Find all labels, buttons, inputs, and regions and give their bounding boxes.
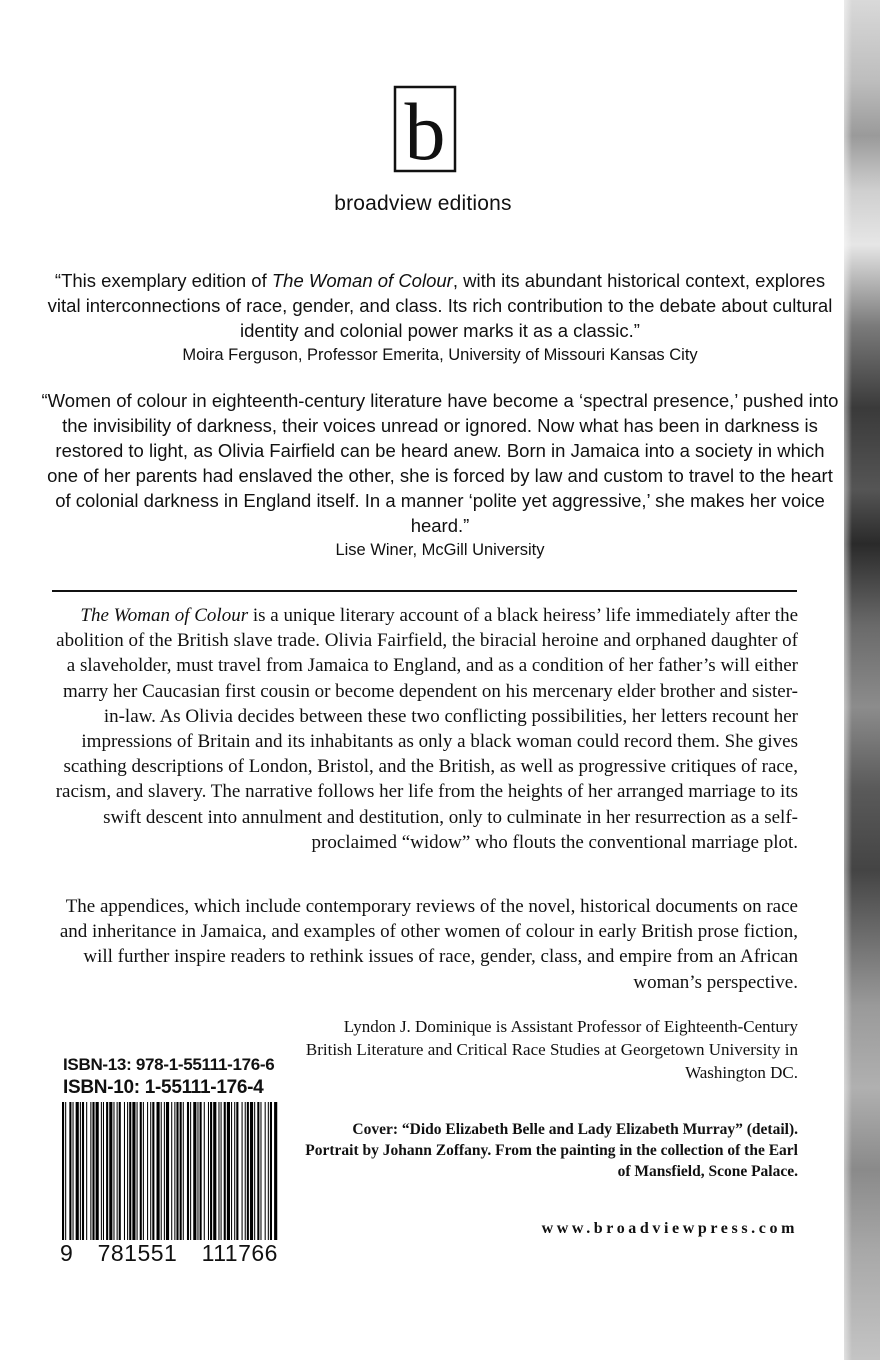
- barcode-bar: [197, 1102, 198, 1240]
- logo-letter: b: [404, 86, 446, 174]
- barcode-bar: [257, 1102, 259, 1240]
- barcode-bar: [124, 1102, 125, 1240]
- barcode-bar: [270, 1102, 272, 1240]
- barcode-bar: [73, 1102, 74, 1240]
- barcode-bar: [69, 1102, 71, 1240]
- barcode-bar: [242, 1102, 243, 1240]
- barcode-bar: [208, 1102, 209, 1240]
- barcode-bar: [236, 1102, 238, 1240]
- barcode-bar: [62, 1102, 64, 1240]
- barcode-bar: [247, 1102, 249, 1240]
- barcode-bar: [80, 1102, 81, 1240]
- book-title: The Woman of Colour: [80, 605, 249, 626]
- barcode-bar: [96, 1102, 99, 1240]
- barcode-bar: [137, 1102, 138, 1240]
- quote-text-start: “This exemplary edition of: [54, 270, 272, 291]
- barcode-bar: [254, 1102, 255, 1240]
- barcode-bar: [86, 1102, 87, 1240]
- barcode-bar: [157, 1102, 160, 1240]
- barcode-bar: [103, 1102, 104, 1240]
- barcode-digits-left: 781551: [97, 1240, 178, 1266]
- barcode-bar: [117, 1102, 118, 1240]
- barcode-bar: [221, 1102, 222, 1240]
- barcode-bar: [200, 1102, 202, 1240]
- barcode-bar: [183, 1102, 184, 1240]
- section-divider: [52, 590, 797, 592]
- quote-ferguson: [40, 268, 840, 368]
- barcode-bar: [204, 1102, 205, 1240]
- barcode-bar: [147, 1102, 148, 1240]
- quote-text: “Women of colour in eighteenth-century literature have become a ‘spectral presence,’ pushed into the invisibility of darkness, their voices unread or ignored. Now what has been in darkness is restored to light, as Olivia Fairfield can be heard anew. Born in Jamaica into a society in which one of her parents had enslaved the other, she is forced by law and custom to travel to the heart of colonial darkness in England itself. In a manner ‘polite yet aggressive,’ she makes her voice heard.”: [41, 390, 839, 536]
- barcode-bar: [132, 1102, 135, 1240]
- barcode-bar: [82, 1102, 84, 1240]
- description-paragraph-2: The appendices, which include contemporary reviews of the novel, historical documents on race and inheritance in Jamaica, and examples of other women of colour in early British prose fiction, will further inspire readers to rethink issues of race, gender, class, and empire from an African woman’s perspective.: [59, 896, 798, 993]
- quote-attribution: Moira Ferguson, Professor Emerita, University of Missouri Kansas City: [182, 346, 698, 364]
- barcode-bar: [129, 1102, 131, 1240]
- author-bio: Lyndon J. Dominique is Assistant Professor of Eighteenth-Century British Literature and Critical Race Studies at Georgetown University in Washington DC.: [305, 1017, 798, 1082]
- barcode-bar: [164, 1102, 165, 1240]
- isbn-10: ISBN-10: 1-55111-176-4: [63, 1077, 264, 1098]
- barcode-bar: [224, 1102, 226, 1240]
- barcode-bar: [171, 1102, 172, 1240]
- description-text: is a unique literary account of a black heiress’ life immediately after the abolition of the British slave trade. Olivia Fairfield, the biracial heroine and orphaned daughter of a slaveholder, must travel from Jamaica to England, and as a condition of her father’s will either marry her Caucasian first cousin or become dependent on his mercenary elder brother and sister-in-law. As Olivia decides between these two conflicting possibilities, her letters recount her impressions of Britain and its inhabitants as only a black woman could record them. She gives scathing descriptions of London, Bristol, and the British, as well as progressive critiques of race, racism, and slavery. The narrative follows her life from the heights of her arranged marriage to its swift descent into annulment and destitution, only to culminate in her resurrection as a self-proclaimed “widow” who flouts the conventional marriage plot.: [55, 605, 798, 853]
- barcode-bar: [76, 1102, 79, 1240]
- barcode-bar: [231, 1102, 232, 1240]
- barcode-bar: [106, 1102, 108, 1240]
- barcode-bar: [109, 1102, 112, 1240]
- quote-winer: [40, 388, 840, 563]
- barcode-bar: [127, 1102, 128, 1240]
- barcode-bar: [210, 1102, 212, 1240]
- barcode-bar: [140, 1102, 142, 1240]
- barcode-bar: [176, 1102, 178, 1240]
- barcode-digit-prefix: 9: [60, 1240, 74, 1266]
- quote-book-title: The Woman of Colour: [271, 270, 453, 291]
- description-paragraph-1: [52, 603, 798, 855]
- barcode-bar: [187, 1102, 189, 1240]
- barcode-bar: [213, 1102, 216, 1240]
- barcode-bar: [113, 1102, 114, 1240]
- barcode-bar: [92, 1102, 94, 1240]
- barcode-bar: [274, 1102, 277, 1240]
- barcode-bar: [166, 1102, 169, 1240]
- barcode-digits-right: 111766: [201, 1240, 278, 1266]
- barcode-bar: [152, 1102, 154, 1240]
- barcode-bar: [143, 1102, 144, 1240]
- barcode-bar: [180, 1102, 182, 1240]
- barcode-bar: [65, 1102, 66, 1240]
- barcode-bar: [193, 1102, 196, 1240]
- barcode-bar: [245, 1102, 246, 1240]
- barcode-bar: [260, 1102, 261, 1240]
- barcode-bar: [190, 1102, 191, 1240]
- barcode-bar: [101, 1102, 102, 1240]
- barcode-bar: [174, 1102, 175, 1240]
- barcode-digits: [60, 1240, 278, 1267]
- barcode-bar: [119, 1102, 121, 1240]
- barcode: [60, 1102, 278, 1240]
- barcode-bar: [265, 1102, 266, 1240]
- barcode-bar: [218, 1102, 219, 1240]
- cover-credit: Cover: “Dido Elizabeth Belle and Lady Elizabeth Murray” (detail). Portrait by Johann Zoffany. From the painting in the collection of the Earl of Mansfield, Scone Palace.: [305, 1121, 798, 1180]
- barcode-bar: [250, 1102, 253, 1240]
- barcode-bar: [227, 1102, 230, 1240]
- quote-text-end: , with its abundant historical context, explores vital interconnections of race, gender, and class. Its rich contribution to the debate about cultural identity and colonial power marks it as a classic.”: [47, 270, 833, 341]
- barcode-bar: [268, 1102, 269, 1240]
- cover-photo-edge: [844, 0, 880, 1360]
- barcode-bar: [90, 1102, 91, 1240]
- website-url: www.broadviewpress.com: [541, 1220, 798, 1237]
- barcode-bar: [161, 1102, 162, 1240]
- barcode-bar: [150, 1102, 151, 1240]
- isbn-13: ISBN-13: 978-1-55111-176-6: [63, 1055, 275, 1074]
- barcode-bar: [234, 1102, 235, 1240]
- quote-attribution: Lise Winer, McGill University: [335, 541, 545, 559]
- broadview-logo: [392, 84, 458, 174]
- imprint-name: broadview editions: [334, 192, 512, 215]
